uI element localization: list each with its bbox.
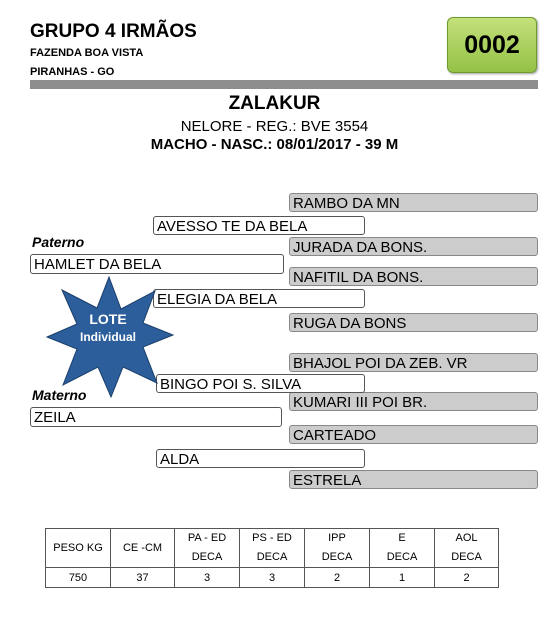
maternal-grandsire: BINGO POI S. SILVA [156, 374, 365, 393]
stats-header-cell: CE -CM [111, 529, 175, 568]
stats-header-cell: PESO KG [46, 529, 111, 568]
performance-stats-table [45, 528, 499, 588]
sire-name: HAMLET DA BELA [30, 254, 284, 274]
stats-header-cell: PS - ED DECA [240, 529, 305, 568]
badge-line-2: Individual [79, 330, 137, 344]
maternal-label: Materno [32, 387, 87, 403]
stats-value-cell: 2 [305, 568, 370, 588]
animal-sex-birth: MACHO - NASC.: 08/01/2017 - 39 M [150, 136, 399, 153]
stats-value-cell: 1 [370, 568, 435, 588]
header-divider [30, 80, 538, 89]
stats-value-cell: 2 [435, 568, 499, 588]
company-name: GRUPO 4 IRMÃOS [30, 21, 197, 42]
stats-value-cell: 3 [240, 568, 305, 588]
animal-name: ZALAKUR [228, 93, 321, 114]
great-grandparent-6: KUMARI III POI BR. [289, 392, 538, 411]
badge-line-1: LOTE [89, 311, 127, 327]
great-grandparent-1: RAMBO DA MN [289, 193, 538, 212]
stats-header-cell: PA - ED DECA [175, 529, 240, 568]
great-grandparent-2: JURADA DA BONS. [289, 237, 538, 256]
stats-value-cell: 750 [46, 568, 111, 588]
maternal-granddam: ALDA [156, 449, 365, 468]
paternal-label: Paterno [32, 234, 85, 250]
animal-breed-registration: NELORE - REG.: BVE 3554 [180, 118, 369, 135]
stats-value-cell: 37 [111, 568, 175, 588]
stats-header-cell: E DECA [370, 529, 435, 568]
great-grandparent-8: ESTRELA [289, 470, 538, 489]
paternal-granddam: ELEGIA DA BELA [153, 289, 365, 308]
dam-name: ZEILA [30, 407, 282, 427]
great-grandparent-7: CARTEADO [289, 425, 538, 444]
lot-number-badge: 0002 [447, 17, 537, 73]
great-grandparent-3: NAFITIL DA BONS. [289, 267, 538, 286]
farm-name: FAZENDA BOA VISTA [30, 47, 144, 59]
stats-header-cell: AOL DECA [435, 529, 499, 568]
stats-value-cell: 3 [175, 568, 240, 588]
lote-individual-star-badge [45, 275, 175, 400]
stats-header-cell: IPP DECA [305, 529, 370, 568]
city-name: PIRANHAS - GO [30, 66, 115, 78]
paternal-grandsire: AVESSO TE DA BELA [153, 216, 365, 235]
great-grandparent-5: BHAJOL POI DA ZEB. VR [289, 353, 538, 372]
great-grandparent-4: RUGA DA BONS [289, 313, 538, 332]
